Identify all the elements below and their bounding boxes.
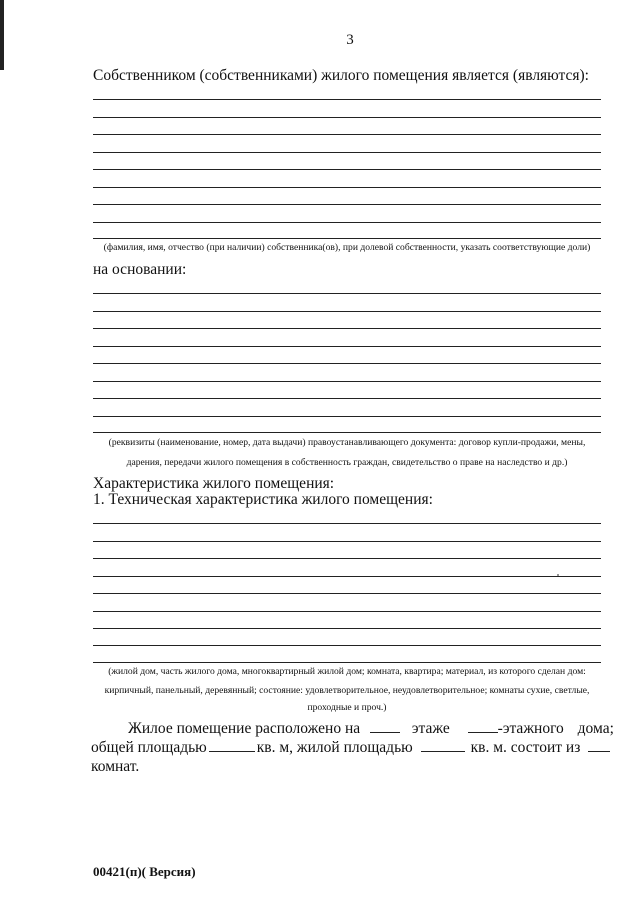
- characteristics-fill-line[interactable]: [93, 628, 601, 629]
- characteristics-fill-line[interactable]: [93, 523, 601, 524]
- living-area-blank[interactable]: [421, 738, 465, 752]
- basis-fill-line[interactable]: [93, 381, 601, 382]
- owners-fill-line[interactable]: [93, 222, 601, 223]
- characteristics-fill-line[interactable]: [93, 576, 601, 577]
- basis-fill-line[interactable]: [93, 432, 601, 433]
- location-text-part2: этаже: [411, 720, 450, 737]
- document-code: 00421(п)( Версия): [93, 864, 196, 879]
- basis-caption-line1: (реквизиты (наименование, номер, дата выдачи) правоустанавливающего документа: договор купли-продажи, мены,: [108, 437, 586, 448]
- characteristics-heading: Характеристика жилого помещения:: [93, 475, 335, 492]
- floors-total-blank[interactable]: [468, 719, 498, 733]
- owners-heading: Собственником (собственниками) жилого помещения является (являются):: [93, 67, 589, 84]
- characteristics-fill-line[interactable]: [93, 541, 601, 542]
- page-number: 3: [346, 32, 354, 48]
- owners-fill-line[interactable]: [93, 238, 601, 239]
- basis-fill-line[interactable]: [93, 398, 601, 399]
- owners-fill-line[interactable]: [93, 117, 601, 118]
- characteristics-fill-line[interactable]: [93, 645, 601, 646]
- location-text-part6: кв. м, жилой площадью: [256, 739, 413, 756]
- floor-blank[interactable]: [370, 719, 400, 733]
- characteristics-caption-line3: проходные и проч.): [307, 702, 387, 713]
- owners-fill-line[interactable]: [93, 169, 601, 170]
- characteristics-caption-line2: кирпичный, панельный, деревянный; состояние: удовлетворительное, неудовлетворительное; комнаты сухие, светлые,: [104, 685, 590, 696]
- basis-fill-line[interactable]: [93, 363, 601, 364]
- basis-fill-line[interactable]: [93, 416, 601, 417]
- owners-fill-line[interactable]: [93, 187, 601, 188]
- location-text-part8: комнат.: [91, 758, 140, 775]
- characteristics-fill-line[interactable]: [93, 662, 601, 663]
- basis-fill-line[interactable]: [93, 293, 601, 294]
- location-text-part3: -этажного: [497, 720, 564, 737]
- rooms-count-blank[interactable]: [588, 738, 610, 752]
- characteristics-caption-line1: (жилой дом, часть жилого дома, многоквартирный жилой дом; комната, квартира; материал, из которого сделан дом:: [108, 666, 586, 677]
- owners-fill-line[interactable]: [93, 204, 601, 205]
- characteristics-fill-line[interactable]: [93, 593, 601, 594]
- owners-caption: (фамилия, имя, отчество (при наличии) собственника(ов), при долевой собственности, указать соответствующие доли): [103, 242, 591, 253]
- location-text-part4: дома;: [577, 720, 614, 737]
- basis-fill-line[interactable]: [93, 328, 601, 329]
- basis-heading: на основании:: [93, 261, 187, 278]
- technical-subheading: 1. Техническая характеристика жилого помещения:: [93, 491, 433, 508]
- owners-fill-line[interactable]: [93, 152, 601, 153]
- characteristics-fill-line[interactable]: [93, 611, 601, 612]
- location-text-part7: кв. м. состоит из: [470, 739, 581, 756]
- basis-fill-line[interactable]: [93, 311, 601, 312]
- basis-caption-line2: дарения, передачи жилого помещения в собственность граждан, свидетельство о праве на наследство и др.): [126, 457, 568, 468]
- characteristics-fill-line[interactable]: [93, 558, 601, 559]
- owners-fill-line[interactable]: [93, 134, 601, 135]
- owners-fill-line[interactable]: [93, 99, 601, 100]
- scan-speck: [557, 574, 559, 576]
- location-text-part5: общей площадью: [91, 739, 207, 756]
- location-text-part1: Жилое помещение расположено на: [128, 720, 361, 737]
- basis-fill-line[interactable]: [93, 346, 601, 347]
- location-paragraph: [91, 719, 614, 776]
- total-area-blank[interactable]: [209, 738, 255, 752]
